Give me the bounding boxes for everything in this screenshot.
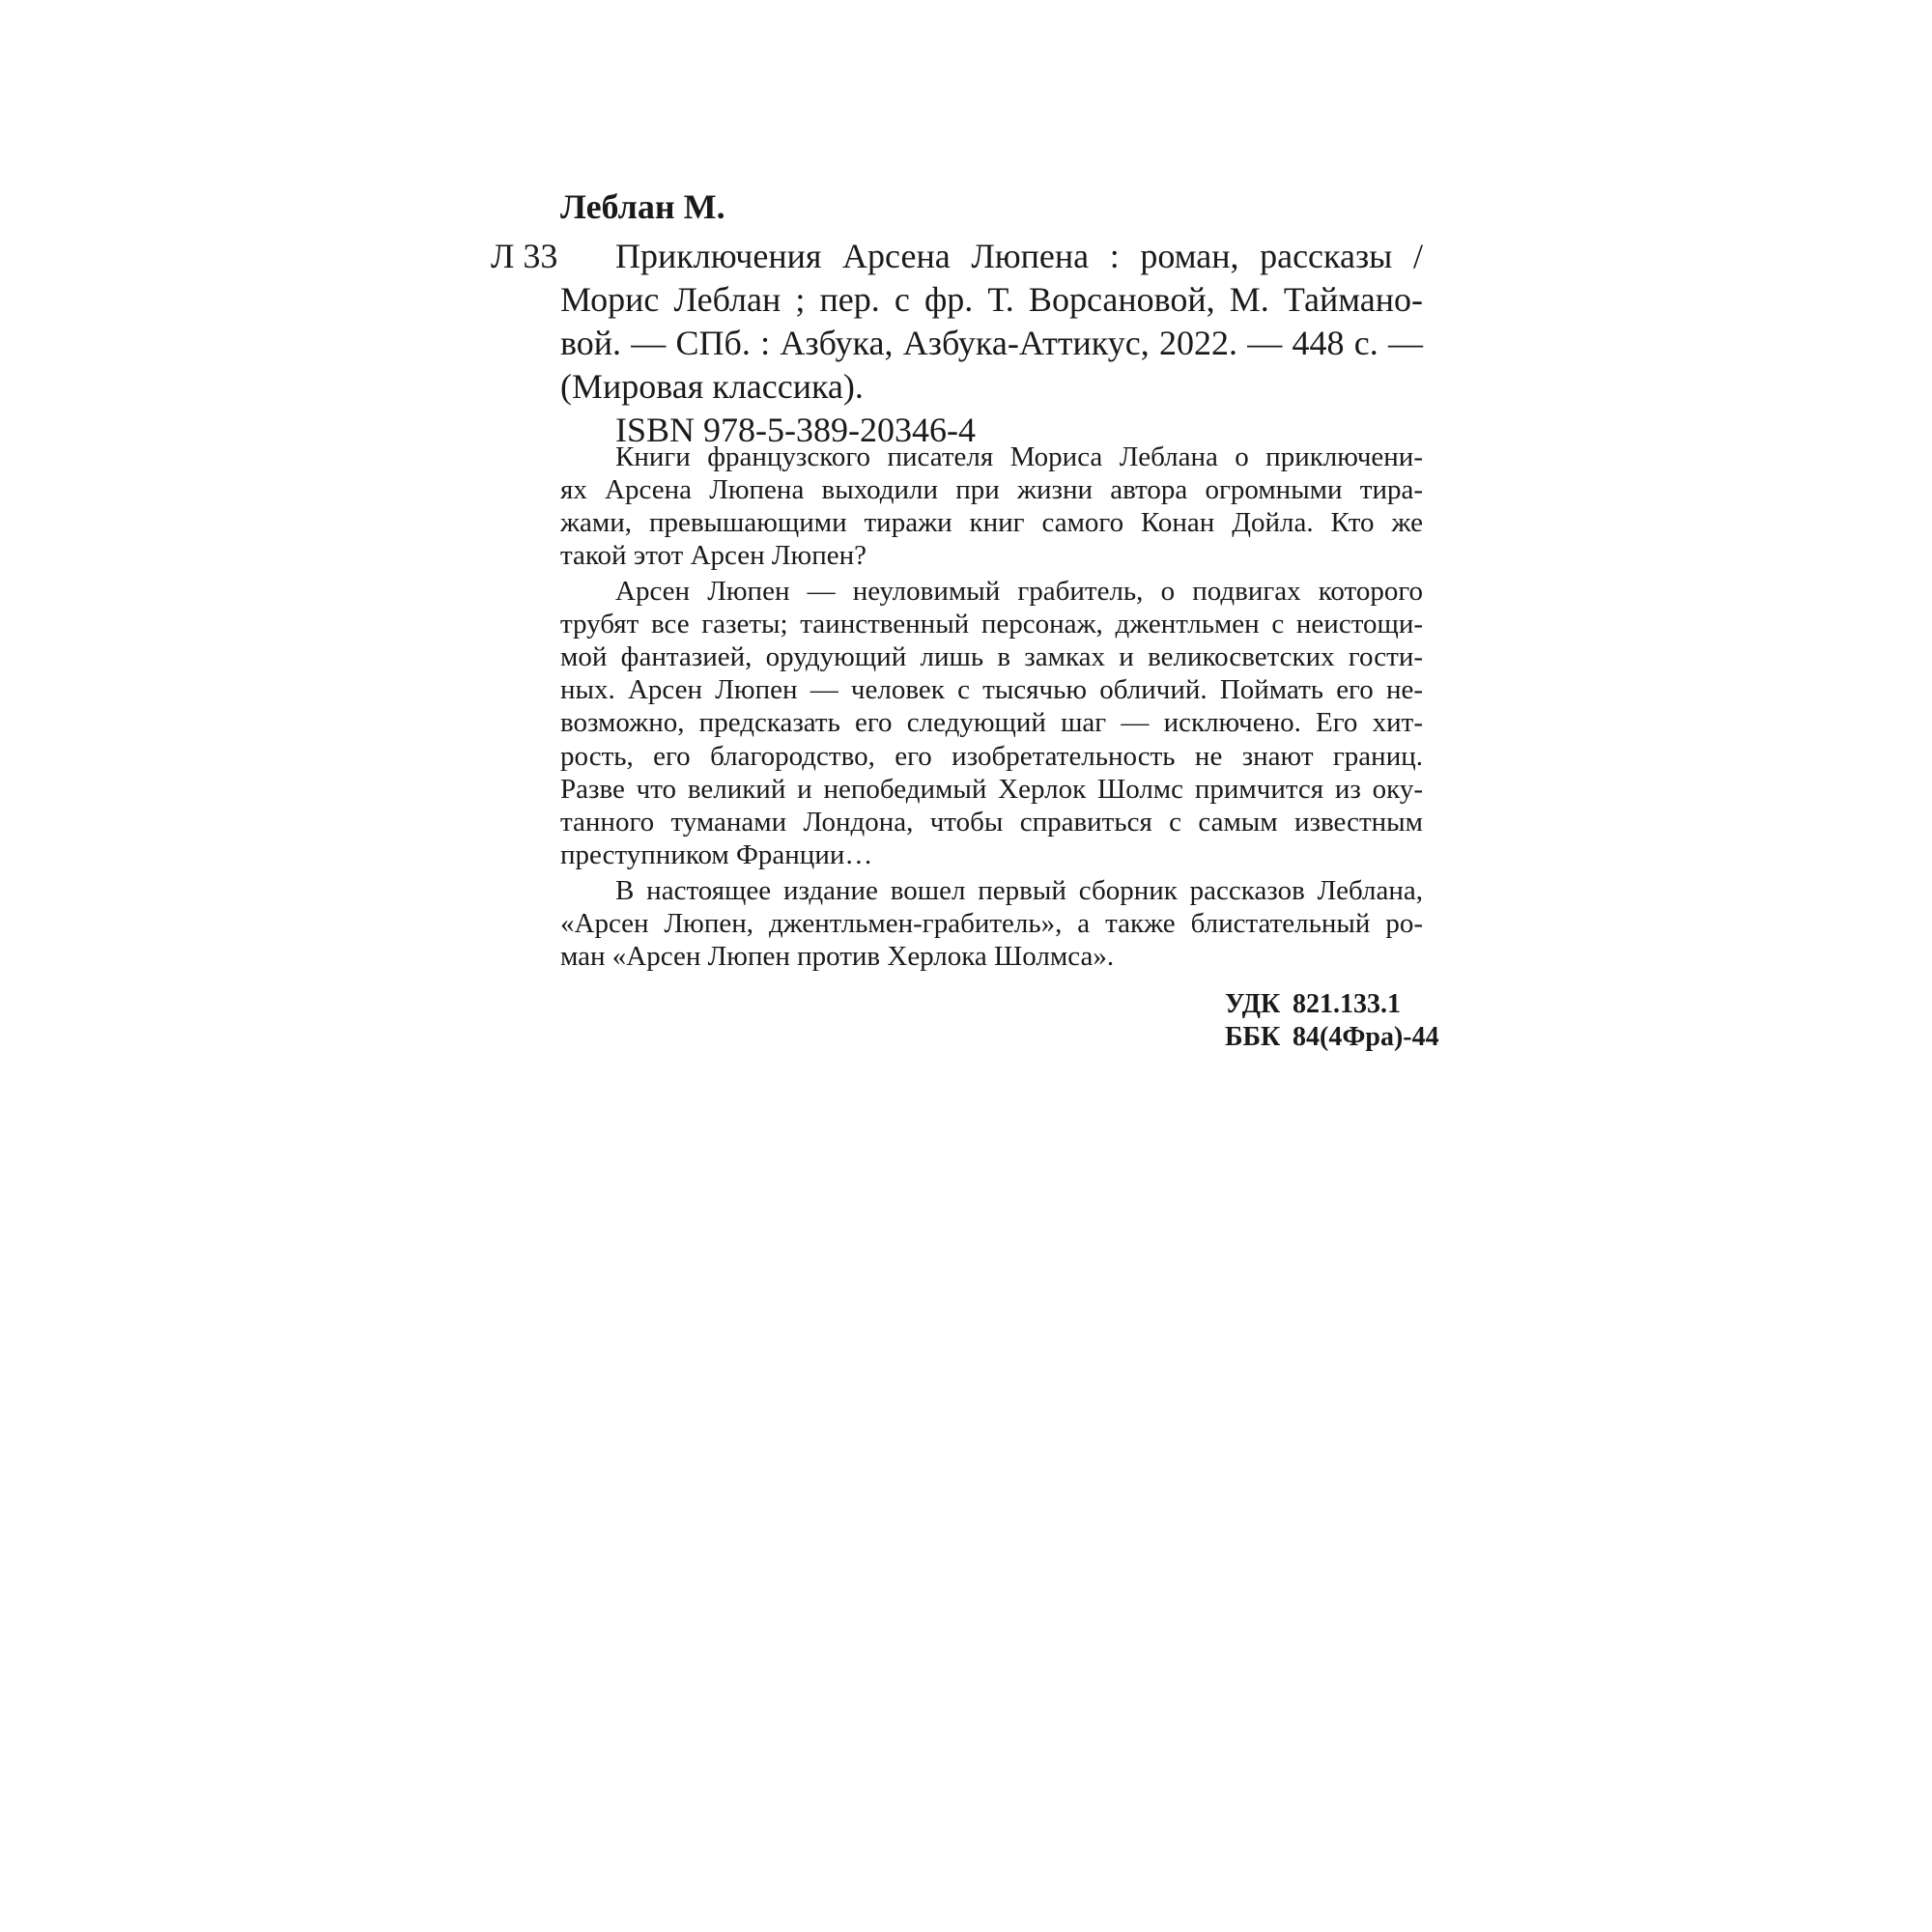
bib-line: Приключения Арсена Люпена : роман, рассказы /: [615, 237, 1423, 275]
annotation-line: «Арсен Люпен, джентльмен-грабитель», а также блистательный ро-: [560, 908, 1423, 939]
annotation-line: возможно, предсказать его следующий шаг — исключено. Его хит-: [560, 707, 1423, 738]
shelf-mark: Л 33: [491, 237, 558, 275]
annotation-line: трубят все газеты; таинственный персонаж, джентльмен с неистощи-: [560, 609, 1423, 639]
annotation-line: такой этот Арсен Люпен?: [560, 540, 867, 571]
annotation-line: танного туманами Лондона, чтобы справиться с самым известным: [560, 807, 1423, 838]
isbn: ISBN 978-5-389-20346-4: [615, 411, 976, 449]
annotation-line: В настоящее издание вошел первый сборник рассказов Леблана,: [615, 875, 1423, 906]
annotation-line: Книги французского писателя Мориса Леблана о приключени-: [615, 441, 1423, 472]
annotation-line: рость, его благородство, его изобретательность не знают границ.: [560, 741, 1423, 772]
annotation-line: мой фантазией, орудующий лишь в замках и великосветских гости-: [560, 641, 1423, 672]
udk-row: [1225, 988, 1439, 1021]
annotation-line: преступником Франции…: [560, 839, 873, 870]
classification-codes: [1225, 988, 1439, 1054]
bib-line: вой. — СПб. : Азбука, Азбука-Аттикус, 2022. — 448 с. —: [560, 324, 1423, 362]
annotation-line: Арсен Люпен — неуловимый грабитель, о подвигах которого: [615, 576, 1423, 607]
bbk-value: 84(4Фра)-44: [1293, 1022, 1439, 1052]
bib-line: (Мировая классика).: [560, 367, 864, 406]
bbk-row: [1225, 1021, 1439, 1054]
annotation-line: ман «Арсен Люпен против Херлока Шолмса».: [560, 941, 1115, 972]
annotation-line: Разве что великий и непобедимый Херлок Шолмс примчится из оку-: [560, 774, 1423, 805]
udk-label: УДК: [1225, 989, 1281, 1019]
udk-value: 821.133.1: [1293, 989, 1401, 1019]
annotation-line: жами, превышающими тиражи книг самого Конан Дойла. Кто же: [560, 507, 1423, 538]
author-heading: Леблан М.: [560, 187, 725, 226]
annotation-line: ных. Арсен Люпен — человек с тысячью обличий. Поймать его не-: [560, 674, 1423, 705]
bbk-label: ББК: [1225, 1022, 1281, 1052]
bib-line: Морис Леблан ; пер. с фр. Т. Ворсановой, М. Тайманo-: [560, 280, 1423, 319]
annotation-line: ях Арсена Люпена выходили при жизни автора огромными тира-: [560, 474, 1423, 505]
